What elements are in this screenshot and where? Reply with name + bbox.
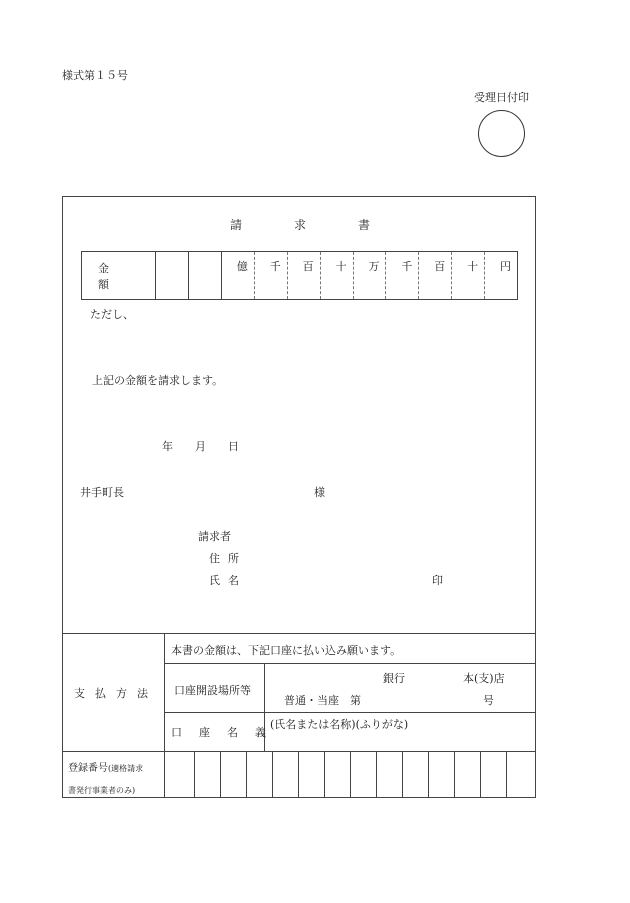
payment-method-label: 支払方法 bbox=[74, 687, 158, 700]
registration-label-main: 登録番号 bbox=[68, 763, 108, 774]
digit-cell-sen: 千 bbox=[386, 252, 419, 299]
addressee: 井手町長 bbox=[80, 486, 124, 499]
reg-cell-divider bbox=[220, 751, 221, 798]
number-suffix: 号 bbox=[483, 694, 494, 707]
registration-note-1: (適格請求 bbox=[108, 764, 144, 773]
honorific: 様 bbox=[314, 486, 325, 499]
account-holder-note: (氏名または名称)(ふりがな) bbox=[270, 718, 409, 731]
reg-cell-divider bbox=[350, 751, 351, 798]
reg-cell-divider bbox=[324, 751, 325, 798]
digit-cell-juu-man: 十 bbox=[321, 252, 354, 299]
reg-cell-divider bbox=[402, 751, 403, 798]
amount-blank-cell bbox=[189, 252, 222, 299]
digit-cell-sen-man: 千 bbox=[255, 252, 288, 299]
receipt-stamp-label: 受理日付印 bbox=[474, 91, 529, 104]
reg-cell-divider bbox=[246, 751, 247, 798]
form-number: 様式第１５号 bbox=[62, 69, 128, 82]
registration-number-label bbox=[68, 758, 143, 802]
digit-cell-juu: 十 bbox=[452, 252, 485, 299]
account-holder-label: 口座名義 bbox=[171, 726, 283, 739]
claimant-label: 請求者 bbox=[198, 530, 231, 543]
seal-mark: 印 bbox=[432, 574, 443, 587]
name-label: 氏名 bbox=[209, 574, 247, 587]
branch-location-label: 口座開設場所等 bbox=[174, 684, 251, 697]
table-divider bbox=[164, 663, 536, 664]
reg-cell-divider bbox=[376, 751, 377, 798]
digit-cell-oku: 億 bbox=[222, 252, 255, 299]
document-title: 請求書 bbox=[230, 218, 423, 232]
reg-cell-divider bbox=[194, 751, 195, 798]
date-line: 年 月 日 bbox=[162, 440, 239, 453]
digit-cell-hyaku: 百 bbox=[419, 252, 452, 299]
reg-cell-divider bbox=[428, 751, 429, 798]
reg-cell-divider bbox=[506, 751, 507, 798]
table-divider bbox=[62, 633, 536, 634]
reg-cell-divider bbox=[298, 751, 299, 798]
registration-note-2: 書発行事業者のみ) bbox=[68, 786, 136, 795]
amount-table bbox=[81, 251, 518, 300]
bank-suffix: 銀行 bbox=[383, 672, 405, 685]
reg-cell-divider bbox=[454, 751, 455, 798]
reg-cell-divider bbox=[272, 751, 273, 798]
proviso-text: ただし、 bbox=[90, 308, 134, 321]
table-divider bbox=[164, 633, 165, 798]
account-type: 普通・当座 第 bbox=[284, 694, 361, 707]
digit-cell-man: 万 bbox=[354, 252, 387, 299]
payment-notice: 本書の金額は、下記口座に払い込み願います。 bbox=[171, 644, 402, 657]
table-divider bbox=[164, 712, 536, 713]
branch-suffix: 本(支)店 bbox=[463, 672, 505, 685]
reg-cell-divider bbox=[480, 751, 481, 798]
request-statement: 上記の金額を請求します。 bbox=[92, 374, 224, 387]
receipt-stamp-circle bbox=[478, 110, 525, 157]
digit-cell-hyaku-man: 百 bbox=[288, 252, 321, 299]
address-label: 住所 bbox=[209, 552, 247, 565]
amount-blank-cell bbox=[156, 252, 189, 299]
table-divider bbox=[62, 751, 536, 752]
amount-label: 金額 bbox=[82, 252, 156, 299]
digit-cell-en: 円 bbox=[500, 260, 512, 273]
